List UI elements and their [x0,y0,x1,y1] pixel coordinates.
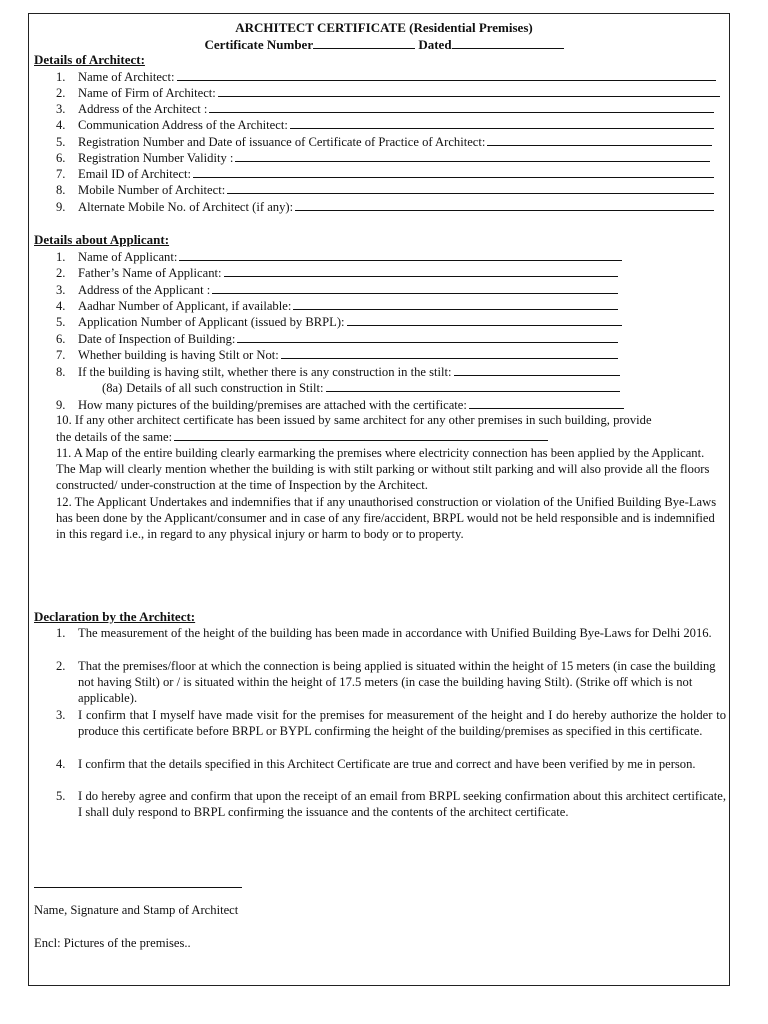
stilt-construction-details-field[interactable] [326,379,620,392]
architect-item-2: 2. Name of Firm of Architect: [56,84,720,101]
declaration-item-1: 1. The measurement of the height of the building has been made in accordance with Unified Building Bye-Laws for Delhi 2016. [56,626,712,640]
applicant-name-field[interactable] [179,248,622,261]
architect-item-4: 4. Communication Address of the Architect: [56,116,714,133]
applicant-item-6: 6. Date of Inspection of Building: [56,330,618,347]
communication-address-field[interactable] [290,116,714,129]
applicant-item-10: 10. If any other architect certificate has been issued by same architect for any other premises in such building, provide the details of the same: [56,413,652,445]
application-number-field[interactable] [347,313,622,326]
registration-validity-field[interactable] [235,149,710,162]
stilt-construction-field[interactable] [454,363,620,376]
applicant-item-8a: (8a) Details of all such construction in Stilt: [102,379,620,396]
aadhar-field[interactable] [293,297,618,310]
email-field[interactable] [193,165,714,178]
architect-name-field[interactable] [177,68,716,81]
signature-line[interactable] [34,887,242,888]
architect-item-6: 6. Registration Number Validity : [56,149,710,166]
alternate-mobile-field[interactable] [295,198,714,211]
inspection-date-field[interactable] [237,330,618,343]
architect-item-5: 5. Registration Number and Date of issuance of Certificate of Practice of Architect: [56,133,712,150]
applicant-item-9: 9. How many pictures of the building/premises are attached with the certificate: [56,396,624,413]
certificate-number-row [0,36,768,53]
applicant-address-field[interactable] [212,281,618,294]
applicant-item-11: 11. A Map of the entire building clearly earmarking the premises where electricity connection has been applied by the Applicant. The Map will clearly mention whether the building is with stilt parking or without stilt parking and will also provide all the floors constructed/ under-construction at the time of Inspection by the Architect. [56,446,710,493]
applicant-item-1: 1. Name of Applicant: [56,248,622,265]
architect-section-heading: Details of Architect: [34,52,145,67]
applicant-item-3: 3. Address of the Applicant : [56,281,618,298]
other-certificate-details-field[interactable] [174,428,548,441]
applicant-item-8: 8. If the building is having stilt, whether there is any construction in the stilt: [56,363,620,380]
dated-field[interactable] [452,36,564,49]
applicant-item-4: 4. Aadhar Number of Applicant, if available: [56,297,618,314]
applicant-item-2: 2. Father’s Name of Applicant: [56,264,618,281]
architect-item-1: 1. Name of Architect: [56,68,716,85]
signature-label: Name, Signature and Stamp of Architect [34,903,239,917]
enclosure-note: Encl: Pictures of the premises.. [34,936,191,950]
certificate-number-label: Certificate Number [204,37,314,52]
applicant-item-5: 5. Application Number of Applicant (issued by BRPL): [56,313,622,330]
father-name-field[interactable] [224,264,618,277]
applicant-section-heading: Details about Applicant: [34,232,170,247]
mobile-number-field[interactable] [227,181,714,194]
stilt-status-field[interactable] [281,346,618,359]
pictures-count-field[interactable] [469,396,624,409]
declaration-item-3: 3. I confirm that I myself have made visit for the premises for measurement of the height and I do hereby authorize the holder to produce this certificate before BRPL or BYPL confirming the height of the building/premises as specified in this certificate. [56,708,726,739]
registration-number-field[interactable] [487,133,712,146]
applicant-item-7: 7. Whether building is having Stilt or Not: [56,346,618,363]
applicant-item-12: 12. The Applicant Undertakes and indemnifies that if any unauthorised construction or violation of the Unified Building Bye-Laws has been done by the Applicant/consumer and in case of any fire/accident, BRPL would not be held responsible and is indemnified in this regard i.e., in regard to any physical injury or harm to body or to property. [56,495,717,542]
declaration-item-2: 2. That the premises/floor at which the connection is being applied is situated within the height of 15 meters (in case the building not having Stilt) or / is situated within the height of 17.5 meters (in case the building having Stilt). (Strike off which is not applicable). [56,659,716,706]
architect-address-field[interactable] [209,100,714,113]
dated-label: Dated [418,37,452,52]
page-title: ARCHITECT CERTIFICATE (Residential Premises) [235,20,533,35]
architect-item-8: 8. Mobile Number of Architect: [56,181,714,198]
declaration-item-5: 5. I do hereby agree and confirm that upon the receipt of an email from BRPL seeking confirmation about this architect certificate, I shall duly respond to BRPL confirming the issuance and the contents of the architect certificate. [56,789,726,820]
architect-item-7: 7. Email ID of Architect: [56,165,714,182]
declaration-item-4: 4. I confirm that the details specified in this Architect Certificate are true and correct and have been verified by me in person. [56,757,696,771]
certificate-number-field[interactable] [313,36,415,49]
firm-name-field[interactable] [218,84,720,97]
architect-item-9: 9. Alternate Mobile No. of Architect (if any): [56,198,714,215]
declaration-section-heading: Declaration by the Architect: [34,609,196,624]
architect-item-3: 3. Address of the Architect : [56,100,714,117]
